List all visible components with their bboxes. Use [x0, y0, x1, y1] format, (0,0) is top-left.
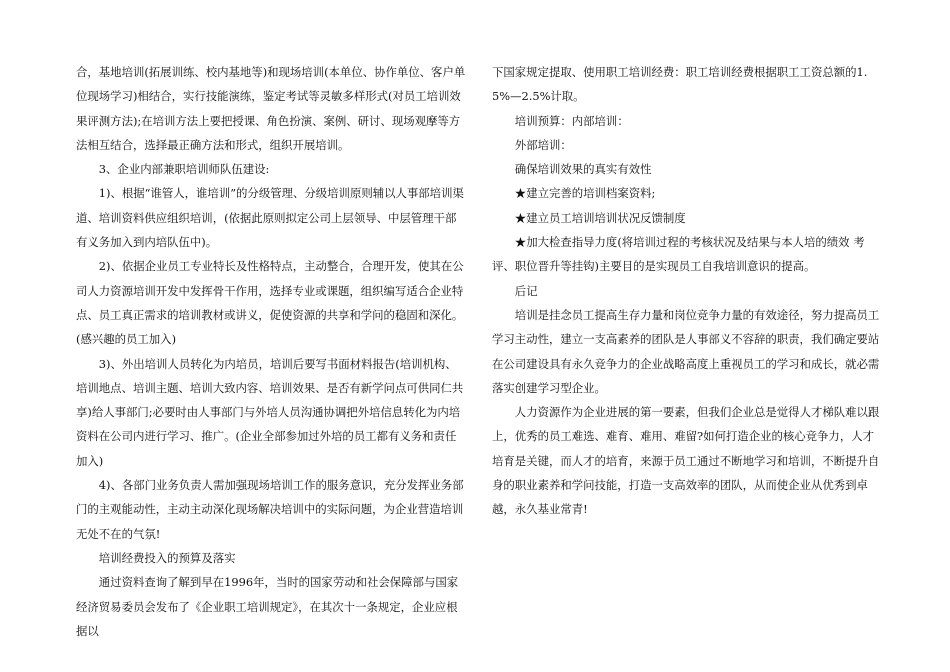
- paragraph: 3、企业内部兼职培训师队伍建设:: [98, 162, 270, 177]
- paragraph: 确保培训效果的真实有效性: [514, 162, 652, 177]
- paragraph: 4)、各部门业务负责人需加强现场培训工作的服务意识，充分发挥业务部门的主观能动性，主动主动深化现场解决培训中的实际问题，为企业营造培训无处不在的气氛!: [76, 478, 464, 541]
- paragraph: 培训是挂念员工提高生存力量和岗位竞争力量的有效途径，努力提高员工学习主动性，建立一支高素养的团队是人事部义不容辞的职责，我们确定要站在公司建设具有永久竞争力的企业战略高度上重视员工的学习和成长，就必需落实创建学习型企业。: [492, 307, 880, 395]
- paragraph: 人力资源作为企业进展的第一要素，但我们企业总是觉得人才梯队难以跟上，优秀的员工难选、难育、难用、难留?如何打造企业的核心竞争力，人才培育是关键，而人才的培育，来源于员工通过不断地学习和培训，不断提升自身的职业素养和学问技能，打造一支高效率的团队，从而使企业从优秀到卓越，永久基业常青!: [492, 405, 880, 517]
- paragraph: ★加大检查指导力度(将培训过程的考核状况及结果与本人培的绩效 考评、职位晋升等挂钩)主要目的是实现员工自我培训意识的提高。: [492, 235, 865, 274]
- paragraph: 培训经费投入的预算及落实: [98, 550, 236, 565]
- left-column: [76, 60, 466, 643]
- paragraph: 后记: [514, 283, 538, 298]
- right-column: [492, 60, 882, 522]
- paragraph: 1)、根据“谁管人，谁培训”的分级管理、分级培训原则辅以人事部培训渠道、培训资料供应组织培训，(依据此原则拟定公司上层领导、中层管理干部有义务加入到内培队伍中)。: [76, 186, 464, 250]
- paragraph: 下国家规定提取、使用职工培训经费：职工培训经费根据职工工资总额的1.5%—2.5%计取。: [492, 65, 868, 104]
- paragraph: 培训预算：内部培训：: [514, 113, 629, 128]
- paragraph: 合，基地培训(拓展训练、校内基地等)和现场培训(本单位、协作单位、客户单位现场学习)相结合，实行技能演练，鉴定考试等灵敏多样形式(对员工培训效果评测方法);在培训方法上要把授课、角色扮演、案例、研讨、现场观摩等方法相互结合，选择最正确方法和形式，组织开展培训。: [76, 65, 466, 152]
- paragraph: ★建立完善的培训档案资料;: [514, 186, 656, 201]
- paragraph: 3)、外出培训人员转化为内培员，培训后要写书面材料报告(培训机构、培训地点、培训主题、培训大致内容、培训效果、是否有新学问点可供同仁共享)给人事部门;必要时由人事部门与外培人员沟通协调把外培信息转化为内培资料在公司内进行学习、推广。(企业全部参加过外培的员工都有义务和责任加入): [76, 356, 464, 468]
- paragraph: ★建立员工培训培训状况反馈制度: [514, 210, 686, 225]
- paragraph: 通过资料查询了解到早在1996年，当时的国家劳动和社会保障部与国家经济贸易委员会发布了《企业职工培训规定》，在其次十一条规定，企业应根据以: [76, 575, 459, 638]
- paragraph: 外部培训：: [514, 137, 572, 152]
- paragraph: 2)、依据企业员工专业特长及性格特点，主动整合，合理开发，使其在公司人力资源培训开发中发挥骨干作用，选择专业或课题，组织编写适合企业特点、员工真正需求的培训教材或讲义，促使资源的共享和学问的稳固和深化。(感兴趣的员工加入): [76, 259, 464, 347]
